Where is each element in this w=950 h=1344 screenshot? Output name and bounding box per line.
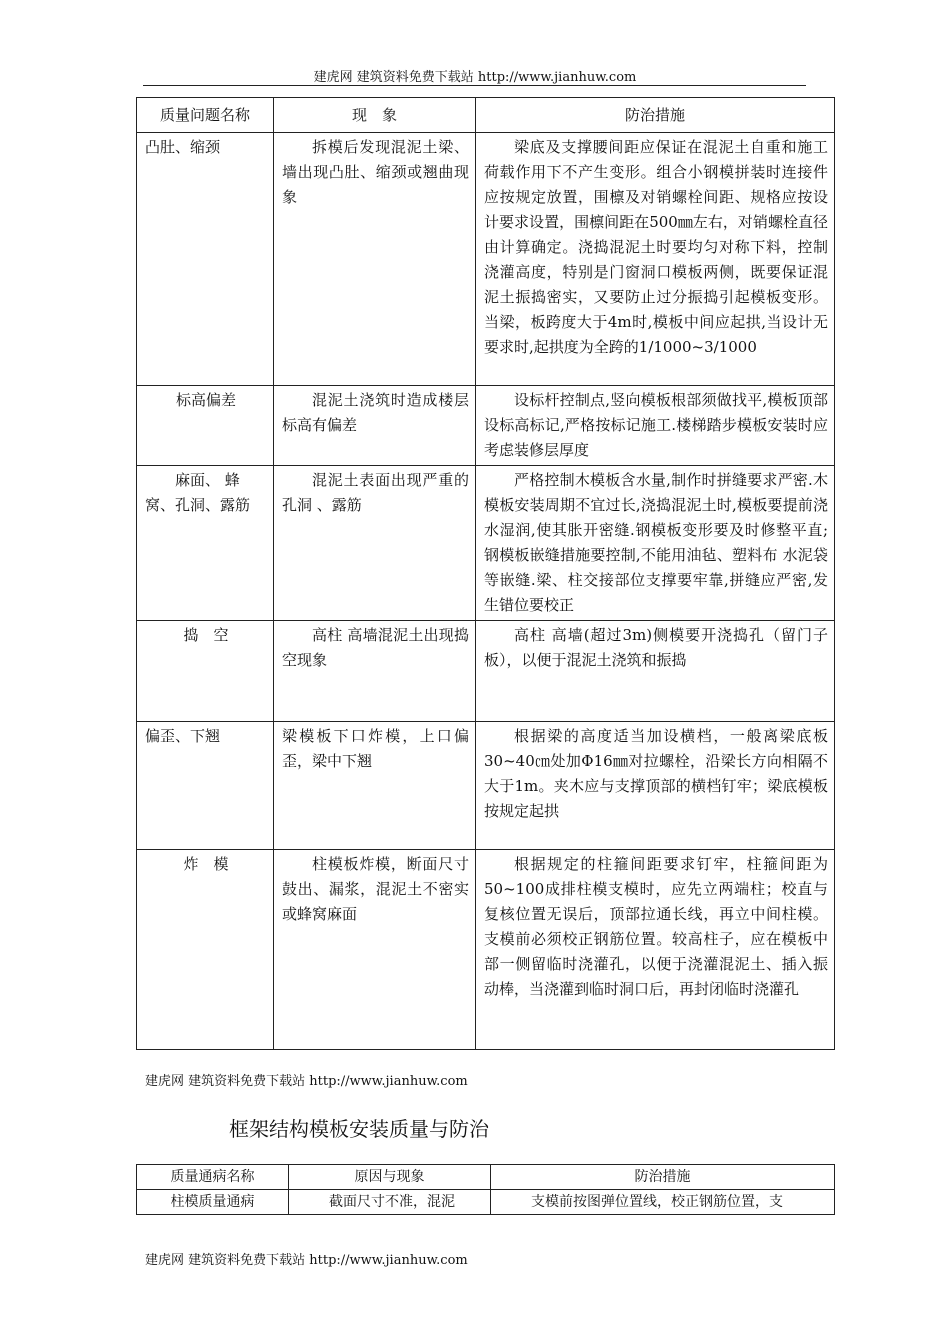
problem-measures [476,466,835,621]
problem-measures [476,133,835,386]
quality-problems-table [136,97,835,1050]
column-header-name: 质量问题名称 [137,98,274,133]
mid-footer: 建虎网 建筑资料免费下载站 http://www.jianhuw.com [145,1074,468,1089]
name-text: 麻面、 蜂窝、孔洞、露筋 [145,471,251,514]
problem-phenomenon [274,850,476,1050]
table-row [137,621,835,722]
measures-text: 高柱 高墙(超过3m)侧模要开浇捣孔（留门子板），以便于混泥土浇筑和振捣 [484,626,828,669]
measures-text: 根据梁的高度适当加设横档，一般离梁底板30~40㎝处加Φ16㎜对拉螺栓，沿梁长方向相隔不大于1m。夹木应与支撑顶部的横档钉牢；梁底模板按规定起拱 [484,727,828,820]
defect-measures: 支模前按图弹位置线，校正钢筋位置，支 [491,1190,835,1215]
table-row [137,466,835,621]
problem-name: 凸肚、缩颈 [137,133,274,386]
table-row [137,386,835,466]
column-header-name: 质量通病名称 [137,1165,289,1190]
table-row [137,1190,835,1215]
table-row [137,850,835,1050]
table-header-row [137,98,835,133]
header-rule [143,85,806,86]
phenomenon-text: 拆模后发现混泥土梁、墙出现凸肚、缩颈或翘曲现象 [282,138,469,206]
problem-phenomenon [274,466,476,621]
phenomenon-text: 柱模板炸模，断面尺寸鼓出、漏浆，混泥土不密实或蜂窝麻面 [282,855,469,923]
measures-text: 根据规定的柱箍间距要求钉牢，柱箍间距为50~100成排柱模支模时，应先立两端柱；校直与复核位置无误后，顶部拉通长线，再立中间柱模。支模前必须校正钢筋位置。较高柱子，应在模板中部一侧留临时浇灌孔，以便于浇灌混泥土、插入振动棒，当浇灌到临时洞口后，再封闭临时浇灌孔 [484,855,828,998]
page-header: 建虎网 建筑资料免费下载站 http://www.jianhuw.com [313,70,637,85]
column-header-cause: 原因与现象 [289,1165,491,1190]
problem-name: 偏歪、下翘 [137,722,274,850]
problem-phenomenon [274,621,476,722]
phenomenon-text: 混泥土浇筑时造成楼层标高有偏差 [282,391,469,434]
problem-name: 炸 模 [137,850,274,1050]
measures-text: 严格控制木模板含水量,制作时拼缝要求严密.木模板安装周期不宜过长,浇捣混泥土时,模板要提前浇水湿润,使其胀开密缝.钢模板变形要及时修整平直;钢模板嵌缝措施要控制,不能用油毡、塑料布 水泥袋等嵌缝.梁、柱交接部位支撑要牢靠,拼缝应严密,发生错位要校正 [484,471,828,614]
table-row [137,133,835,386]
defect-cause: 截面尺寸不准，混泥 [289,1190,491,1215]
problem-phenomenon [274,386,476,466]
problem-measures [476,621,835,722]
problem-measures [476,386,835,466]
page-footer: 建虎网 建筑资料免费下载站 http://www.jianhuw.com [145,1253,468,1268]
phenomenon-text: 混泥土表面出现严重的孔洞 、露筋 [282,471,469,514]
measures-text: 设标杆控制点,竖向模板根部须做找平,模板顶部设标高标记,严格按标记施工.楼梯踏步模板安装时应考虑装修层厚度 [484,391,828,459]
column-header-phenomenon: 现 象 [274,98,476,133]
problem-phenomenon [274,133,476,386]
table-row [137,722,835,850]
section-title: 框架结构模板安装质量与防治 [229,1117,489,1141]
table-header-row [137,1165,835,1190]
phenomenon-text: 高柱 高墙混泥土出现捣空现象 [282,626,469,669]
problem-name: 捣 空 [137,621,274,722]
column-header-measures: 防治措施 [491,1165,835,1190]
problem-name: 标高偏差 [137,386,274,466]
problem-phenomenon: 梁模板下口炸模，上口偏歪，梁中下翘 [274,722,476,850]
problem-measures [476,722,835,850]
defect-name: 柱模质量通病 [137,1190,289,1215]
measures-text: 梁底及支撑腰间距应保证在混泥土自重和施工荷载作用下不产生变形。组合小钢模拼装时连接件应按规定放置，围檩及对销螺栓间距、规格应按设计要求设置，围檩间距在500㎜左右，对销螺栓直径由计算确定。浇捣混泥土时要均匀对称下料，控制浇灌高度，特别是门窗洞口模板两侧，既要保证混泥土振捣密实，又要防止过分振捣引起模板变形。当梁，板跨度大于4m时,模板中间应起拱,当设计无要求时,起拱度为全跨的1/1000~3/1000 [484,138,828,356]
problem-measures [476,850,835,1050]
framework-formwork-table [136,1164,835,1215]
problem-name [137,466,274,621]
column-header-measures: 防治措施 [476,98,835,133]
